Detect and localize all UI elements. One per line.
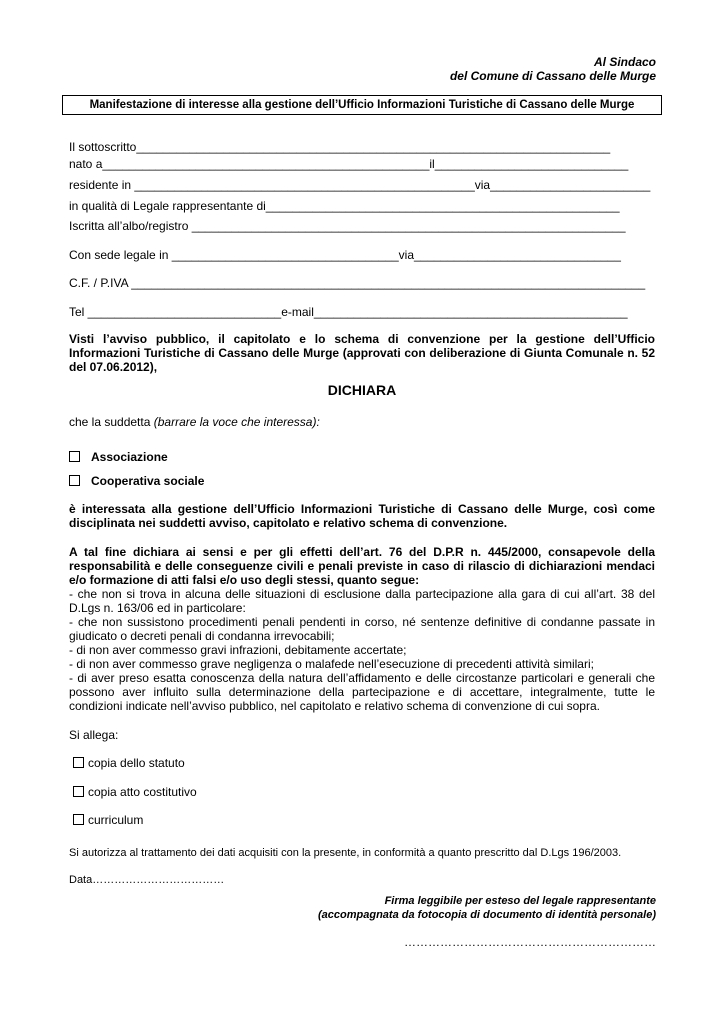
option-associazione: Associazione xyxy=(91,450,168,464)
field-iscritta-albo[interactable]: Iscritta all’albo/registro _________________________________________________________________ xyxy=(69,219,626,233)
signature-field[interactable]: ……………………………………………………… xyxy=(404,935,656,949)
declaration-item: - di aver preso esatta conoscenza della natura dell’affidamento e delle circostanze particolari e generali che possono aver influito sulla determinazione della partecipazione e di accettare, integralmente, tutte le condizioni indicate nell’avviso pubblico, nel capitolato e relativo schema di convenzione di cui sopra. xyxy=(69,671,655,713)
field-sottoscritto[interactable]: Il sottoscritto_______________________________________________________________________ xyxy=(69,140,611,154)
field-sede-legale[interactable]: Con sede legale in __________________________________via_______________________________ xyxy=(69,248,621,262)
suddetta-prefix: che la suddetta xyxy=(69,415,154,429)
checkbox-copia-statuto[interactable] xyxy=(73,757,84,768)
interessata-paragraph: è interessata alla gestione dell’Ufficio Informazioni Turistiche di Cassano delle Murge, così come disciplinata nei suddetti avviso, capitolato e relativo schema di convenzione. xyxy=(69,502,655,530)
tal-fine-paragraph: A tal fine dichiara ai sensi e per gli effetti dell’art. 76 del D.P.R n. 445/2000, consapevole della responsabilità e delle conseguenze civili e penali previste in caso di rilascio di dichiarazioni mendaci e/o formazione di atti falsi e/o uso degli stessi, quanto segue: xyxy=(69,545,655,587)
dichiara-heading: DICHIARA xyxy=(327,382,397,398)
document-title: Manifestazione di interesse alla gestione dell’Ufficio Informazioni Turistiche di Cassano delle Murge xyxy=(62,95,662,115)
privacy-consent: Si autorizza al trattamento dei dati acquisiti con la presente, in conformità a quanto prescritto dal D.Lgs 196/2003. xyxy=(69,847,622,859)
field-nato[interactable]: nato a_________________________________________________il_____________________________ xyxy=(69,157,629,171)
declaration-item: - di non aver commesso grave negligenza o malafede nell’esecuzione di precedenti attività similari; xyxy=(69,657,594,671)
checkbox-cooperativa-sociale[interactable] xyxy=(69,475,80,486)
option-cooperativa-sociale: Cooperativa sociale xyxy=(91,474,205,488)
suddetta-note: (barrare la voce che interessa): xyxy=(153,415,320,429)
declaration-item: - che non sussistono procedimenti penali pendenti in corso, né sentenze definitive di condanne passate in giudicato o decreti penali di condanna irrevocabili; xyxy=(69,615,655,643)
checkbox-curriculum[interactable] xyxy=(73,814,84,825)
recipient-line-1: Al Sindaco xyxy=(593,55,656,69)
recipient-line-2: del Comune di Cassano delle Murge xyxy=(449,69,656,83)
declaration-item: - di non aver commesso gravi infrazioni, debitamente accertate; xyxy=(69,643,407,657)
field-residente[interactable]: residente in ___________________________________________________via________________________ xyxy=(69,178,651,192)
si-allega-label: Si allega: xyxy=(69,728,119,742)
suddetta-line xyxy=(69,415,320,429)
visti-paragraph: Visti l’avviso pubblico, il capitolato e lo schema di convenzione per la gestione dell’Ufficio Informazioni Turistiche di Cassano delle Murge (approvati con deliberazione di Giunta Comunale n. 52 del 07.06.2012), xyxy=(69,332,655,374)
signature-caption: Firma leggibile per esteso del legale rappresentante xyxy=(384,895,656,907)
declaration-item: - che non si trova in alcuna delle situazioni di esclusione dalla partecipazione alla gara di cui all’art. 38 del D.Lgs n. 163/06 ed in particolare: xyxy=(69,587,655,615)
attachment-curriculum: curriculum xyxy=(88,813,144,827)
data-field[interactable]: Data……………………………… xyxy=(69,874,225,886)
attachment-copia-atto-costitutivo: copia atto costitutivo xyxy=(88,785,197,799)
signature-note: (accompagnata da fotocopia di documento di identità personale) xyxy=(318,909,656,921)
field-legale-rappresentante[interactable]: in qualità di Legale rappresentante di_____________________________________________________ xyxy=(69,199,620,213)
field-cf-piva[interactable]: C.F. / P.IVA _____________________________________________________________________________ xyxy=(69,276,646,290)
attachment-copia-statuto: copia dello statuto xyxy=(88,756,185,770)
field-tel-email[interactable]: Tel _____________________________e-mail_______________________________________________ xyxy=(69,305,628,319)
checkbox-copia-atto-costitutivo[interactable] xyxy=(73,786,84,797)
checkbox-associazione[interactable] xyxy=(69,451,80,462)
